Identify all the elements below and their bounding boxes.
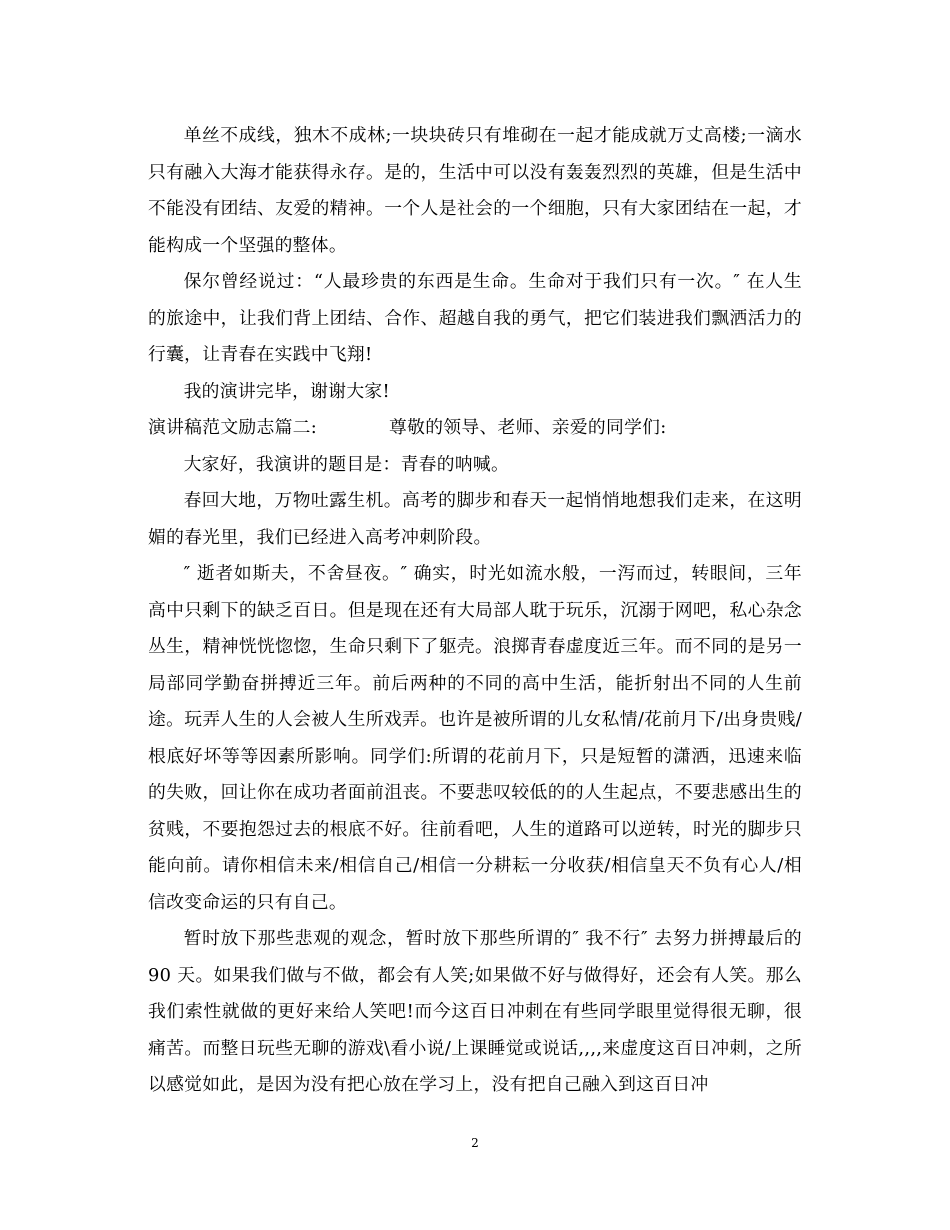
section-title: 演讲稿范文励志篇二:: [148, 417, 318, 438]
document-body: [148, 118, 802, 1104]
paragraph-last-90-days: 暂时放下那些悲观的观念，暂时放下那些所谓的″ 我不行″ 去努力拼搏最后的 90 天。如果我们做与不做，都会有人笑;如果做不好与做得好，还会有人笑。那么我们索性就做的更好来给人笑吧!而今这百日冲刺在有些同学眼里觉得很无聊，很痛苦。而整日玩些无聊的游戏\看小说/上课睡觉或说话,,,,来虚度这百日冲刺，之所以感觉如此，是因为没有把心放在学习上，没有把自己融入到这百日冲: [148, 928, 802, 1095]
paragraph-paul-quote: 保尔曾经说过：“人最珍贵的东西是生命。生命对于我们只有一次。″ 在人生的旅途中，让我们背上团结、合作、超越自我的勇气，把它们装进我们飘洒活力的行囊，让青春在实践中飞翔!: [148, 271, 802, 365]
paragraph-closing: 我的演讲完毕，谢谢大家!: [183, 380, 390, 402]
paragraph-time-flows: ″ 逝者如斯夫，不舍昼夜。″ 确实，时光如流水般，一泻而过，转眼间，三年高中只剩下的缺乏百日。但是现在还有大局部人耽于玩乐，沉溺于网吧，私心杂念丛生，精神恍恍惚惚，生命只剩下了躯壳。浪掷青春虚度近三年。而不同的是另一局部同学勤奋拼搏近三年。前后两种的不同的高中生活，能折射出不同的人生前途。玩弄人生的人会被人生所戏弄。也许是被所谓的儿女私情/花前月下/出身贵贱/根底好坏等等因素所影响。同学们:所谓的花前月下，只是短暂的潇洒，迅速来临的失败，回让你在成功者面前沮丧。不要悲叹较低的的人生起点，不要悲感出生的贫贱，不要抱怨过去的根底不好。往前看吧，人生的道路可以逆转，时光的脚步只能向前。请你相信未来/相信自己/相信一分耕耘一分收获/相信皇天不负有心人/相信改变命运的只有自己。: [148, 563, 802, 913]
page-number: 2: [471, 1136, 479, 1150]
section-heading: [148, 410, 802, 447]
paragraph-greeting: 大家好，我演讲的题目是：青春的呐喊。: [183, 453, 510, 475]
paragraph-spring: 春回大地，万物吐露生机。高考的脚步和春天一起悄悄地想我们走来，在这明媚的春光里，我们已经进入高考冲刺阶段。: [148, 490, 802, 548]
paragraph-unity: 单丝不成线，独木不成林;一块块砖只有堆砌在一起才能成就万丈高楼;一滴水只有融入大海才能获得永存。是的，生活中可以没有轰轰烈烈的英雄，但是生活中不能没有团结、友爱的精神。一个人是社会的一个细胞，只有大家团结在一起，才能构成一个坚强的整体。: [148, 125, 802, 256]
salutation: 尊敬的领导、老师、亲爱的同学们:: [389, 417, 667, 438]
